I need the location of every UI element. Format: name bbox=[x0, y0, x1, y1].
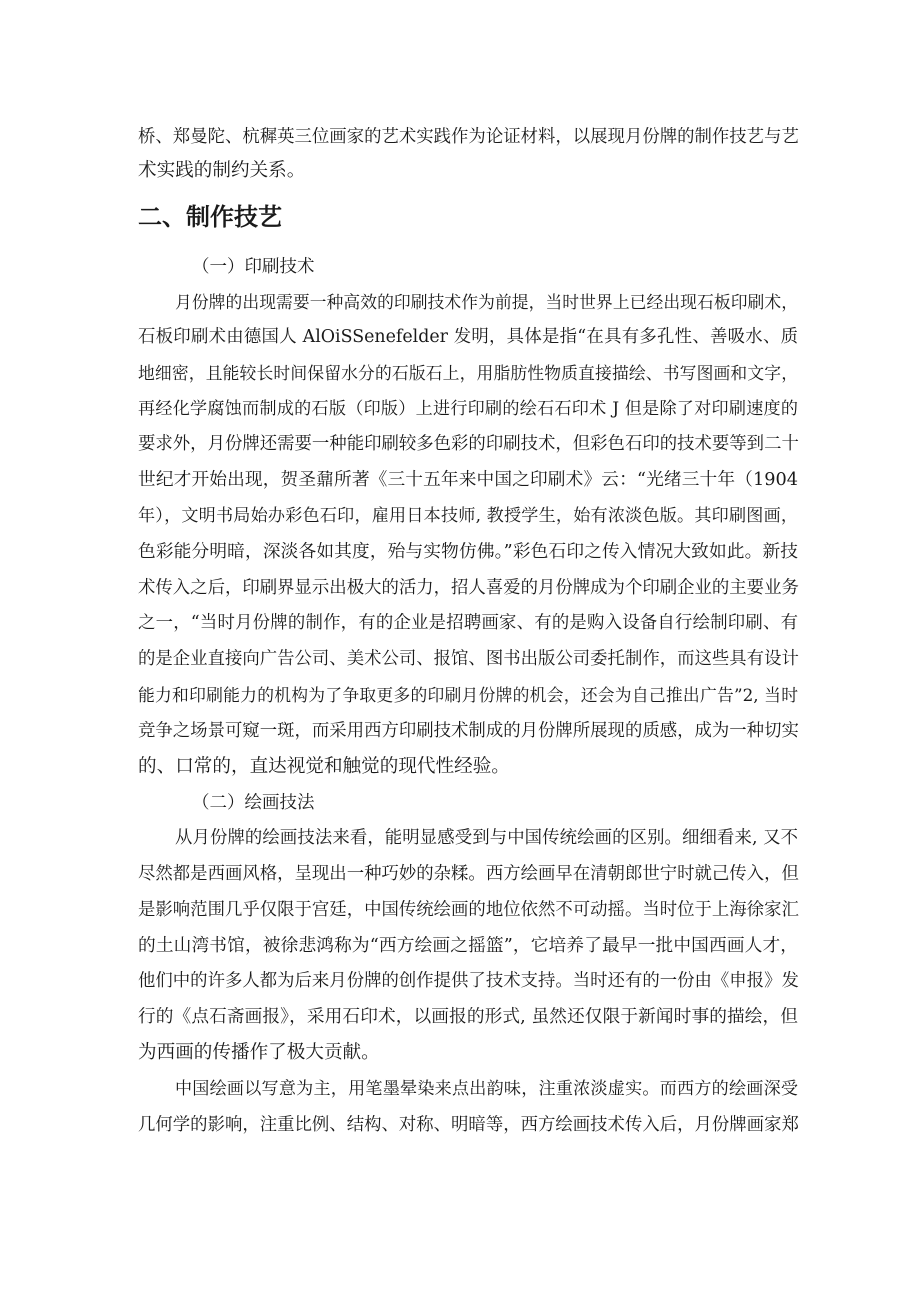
text-line: 中国绘画以写意为主，用笔墨晕染来点出韵味，注重浓淡虚实。而西方的绘画深受 bbox=[175, 1079, 798, 1099]
text-line: 年），文明书局始办彩色石印，雇用日本技师, 教授学生，始有浓淡色版。其印刷图画， bbox=[138, 506, 798, 526]
text-line: 术传入之后，印刷界显示出极大的活力，招人喜爱的月份牌成为个印刷企业的主要业务 bbox=[138, 578, 799, 598]
text-line: 从月份牌的绘画技法来看，能明显感受到与中国传统绘画的区别。细细看来, 又不 bbox=[175, 828, 798, 848]
text-line: 竞争之场景可窥一斑，而采用西方印刷技术制成的月份牌所展现的质感，成为一种切实 bbox=[138, 721, 799, 741]
text-line: 的、口常的，直达视觉和触觉的现代性经验。 bbox=[138, 756, 510, 777]
text-line: 色彩能分明暗，深淡各如其度，殆与实物仿佛。”彩色石印之传入情况大致如此。新技 bbox=[138, 542, 798, 562]
text-line: 的土山湾书馆，被徐悲鸿称为“西方绘画之摇篮”，它培养了最早一批中国西画人才， bbox=[138, 936, 798, 956]
text-line: 的是企业直接向广告公司、美术公司、报馆、图书出版公司委托制作，而这些具有设计 bbox=[138, 649, 799, 669]
text-line: 尽然都是西画风格，呈现出一种巧妙的杂糅。西方绘画早在清朝郎世宁时就己传入，但 bbox=[138, 864, 799, 884]
text-line: 再经化学腐蚀而制成的石版（印版）上进行印刷的绘石石印术 J 但是除了对印刷速度的 bbox=[138, 399, 798, 419]
text-line: 是影响范围几乎仅限于宫廷，中国传统绘画的地位依然不可动摇。当时位于上海徐家汇 bbox=[138, 900, 799, 920]
text-line: 要求外，月份牌还需要一种能印刷较多色彩的印刷技术，但彩色石印的技术要等到二十 bbox=[138, 434, 799, 454]
text-line: 几何学的影响，注重比例、结构、对称、明暗等，西方绘画技术传入后，月份牌画家郑 bbox=[138, 1115, 799, 1135]
text-line: 石板印刷术由德国人 AlOiSSenefelder 发明，具体是指“在具有多孔性、善吸水、质 bbox=[138, 327, 798, 347]
text-line: 地细密，且能较长时间保留水分的石版石上，用脂肪性物质直接描绘、书写图画和文字， bbox=[138, 363, 798, 383]
subsection-title-painting: （二）绘画技法 bbox=[192, 793, 315, 813]
text-line: 行的《点石斋画报》，采用石印术，以画报的形式, 虽然还仅限于新闻时事的描绘，但 bbox=[138, 1007, 798, 1027]
text-line: 为西画的传播作了极大贡献。 bbox=[138, 1042, 380, 1063]
text-line: 术实践的制约关系。 bbox=[138, 160, 306, 181]
text-line: 之一，“当时月份牌的制作，有的企业是招聘画家、有的是购入设备自行绘制印刷、有 bbox=[138, 613, 798, 633]
text-line: 桥、郑曼陀、杭穉英三位画家的艺术实践作为论证材料，以展现月份牌的制作技艺与艺 bbox=[138, 127, 799, 147]
text-line: 世纪才开始出现，贺圣鼐所著《三十五年来中国之印刷术》云：“光绪三十年（1904 bbox=[138, 470, 798, 490]
text-line: 他们中的许多人都为后来月份牌的创作提供了技术支持。当时还有的一份由《申报》发 bbox=[138, 971, 799, 991]
text-line: 月份牌的出现需要一种高效的印刷技术作为前提，当时世界上已经出现石板印刷术， bbox=[175, 292, 798, 312]
section-heading: 二、制作技艺 bbox=[138, 203, 282, 231]
text-line: 能力和印刷能力的机构为了争取更多的印刷月份牌的机会，还会为自己推出广告”2, 当时 bbox=[138, 685, 798, 705]
subsection-title-printing: （一）印刷技术 bbox=[192, 257, 315, 277]
